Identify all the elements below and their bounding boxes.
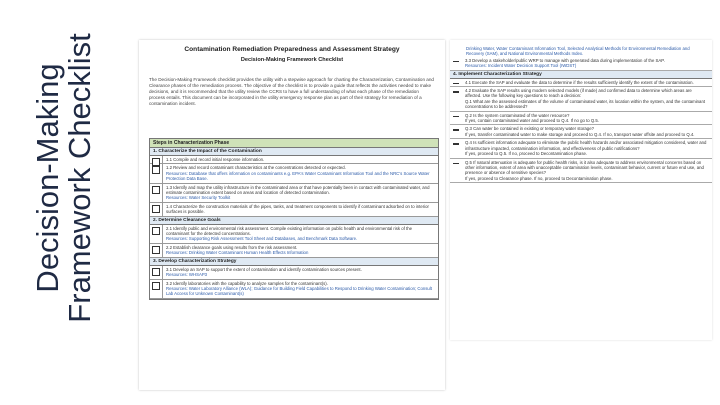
checkbox[interactable] [453,91,459,93]
slide-title-line-1: Decision-Making [30,63,65,293]
checkbox[interactable] [152,227,160,235]
checkbox[interactable] [152,246,160,254]
section-heading: 2. Determine Clearance Goals [150,217,438,225]
table-row: 4.2 Evaluate the SAP results using modern selected models (if made) and confirmed data to determine which areas are affected. Use the following key questions to reach a decision: Q.1 What are the assessed estimates of the volume of contaminated water, its location within the system, and the contaminant concentrations to be addressed? [450,87,712,112]
table-row: Q.4 Is sufficient information adequate to eliminate the public health hazards and/or associated mitigation considered, water and infrastructure impacted, contamination information, and effectiveness of public notifications? If yes, proceed to Q.5. If no, proceed to Decontamination phase. [450,139,712,158]
checkbox[interactable] [453,129,459,131]
checkbox[interactable] [453,83,459,85]
checklist-page-2 [450,40,712,340]
section-heading: 4. Implement Characterization Strategy [450,71,712,79]
table-row: Q.2 Is the system contaminated of the water resource? If yes, contain contaminated water and proceed to Q.4. If no go to Q.5. [450,112,712,126]
table-row: 3.1 Develop an SAP to support the extent of contamination and identify contamination sources present. Resources: WHSAP3 [150,266,438,280]
checkbox[interactable] [152,166,160,174]
section-heading: 1. Characterize the Impact of the Contamination [150,148,438,156]
checkbox[interactable] [453,143,459,145]
checkbox[interactable] [152,186,160,194]
checkbox[interactable] [152,282,160,290]
slide-title-block [14,8,114,348]
checkbox[interactable] [152,205,160,213]
table-row: Q.5 If natural attenuation is adequate for public health risks, is it also adequate to address environmental concerns based on other information, extent of area with unacceptable contamination levels, contaminant behavior, current or future end use, and presence or absence of sensitive species? If yes, proceed to Clearance phase. If no, proceed to Decontamination phase. [450,159,712,184]
document-title: Contamination Remediation Preparedness and Assessment Strategy [184,46,400,53]
checklist-table [149,138,439,300]
table-row: 3.3 Develop a stakeholder/public WRP to manage with generated data during implementation of the SAP. Resources: Incident Water Decision Support Tool (IWDST) [450,57,712,71]
table-row: 4.1 Execute the SAP and evaluate the data to determine if the results sufficiently identify the extent of the contamination. [450,79,712,87]
resource-text: Drinking Water, Water Contaminant Information Tool, Selected Analytical Methods for Environmental Remediation and Recovery (SAM), and National Environmental Methods Index. [466,46,690,57]
section-heading: 3. Develop Characterization Strategy [150,258,438,266]
table-row: 2.2 Establish clearance goals using results from the risk assessment. Resources: Drinking Water Contaminant Human Health Effects Information [150,244,438,258]
table-row: 3.2 Identify laboratories with the capability to analyze samples for the contaminant(s). Resources: Water Laboratory Alliance (WLA); Guidance for Building Field Capabilities to Respond to Drinking Water Contamination; Consult Lab Access for Unknown Contaminant(s) [150,280,438,299]
table-row: Q.3 Can water be contained in existing or temporary water storage? If yes, transfer contaminated water to make storage and proceed to Q.4. If no, transport water offsite and proceed to Q.4. [450,125,712,139]
table-header: Steps in Characterization Phase [150,139,438,148]
checkbox[interactable] [152,268,160,276]
table-row: 1.1 Compile and record initial response information. [150,156,438,164]
checkbox[interactable] [453,116,459,118]
table-row: 1.4 Characterize the construction materials of the pipes, tanks, and treatment components to identify if contaminant adsorbed on to interior surfaces is possible. [150,203,438,217]
document-subtitle: Decision-Making Framework Checklist [240,57,344,63]
slide-title-line-2: Framework Checklist [62,33,97,323]
checklist-page-1 [139,40,445,390]
document-intro: The Decision-Making Framework checklist provides the utility with a stepwise approach for charting the Characterization, Contamination and Clearance phases of the remediation process. The objective of the checklist is to provide a guide that reflects the activities needed to make decisions, and it is recommended that the utility review the CCRS to have a full understanding of what each phase of the remediation process entails. This document can be incorporated in the utility emergency response plan as part of their strategy for remediation of a contamination incident. [149,77,434,106]
table-row: 1.3 Identify and map the utility infrastructure in the contaminated area or that have potentially been in contact with contaminated water, and estimate contamination extent based on areas and location of detected contamination. Resources: Water Security Toolkit [150,184,438,203]
slide-title [32,33,96,322]
table-row: 1.2 Review and record contaminant characteristics at the concentrations detected or expected. Resources: Database that offers information on contaminants e.g. EPA's Water Contaminant Information Tool and the NRC's Source Water Protection Data Base. [150,164,438,183]
checkbox[interactable] [453,163,459,165]
checkbox[interactable] [453,61,459,63]
table-row: 2.1 Identify public and environmental risk assessment. Compile existing information on public health and environmental risk of the contaminant for the detected concentrations. Resources: Supporting Risk Assessment Tool Sheet and Databases, and Benchmark Data Software. [150,225,438,244]
